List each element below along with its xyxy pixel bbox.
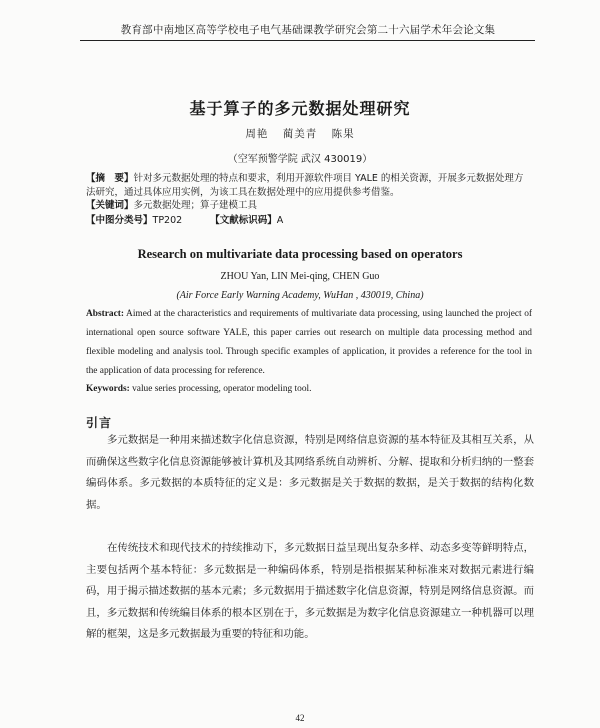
body-paragraph: 在传统技术和现代技术的持续推动下，多元数据日益呈现出复杂多样、动态多变等鲜明特点，主要包括两个基本特征：多元数据是一种编码体系，特别是指根据某种标准来对数据元素进行编码，用于揭示描述数据的基本元素；多元数据用于描述数字化信息资源，特别是网络信息资源。而且，多元数据和传统编目体系的根本区别在于，多元数据是为数字化信息资源建立一种机器可以理解的框架，这是多元数据最为重要的特征和功能。 [86, 542, 534, 640]
header-rule [80, 40, 535, 41]
chinese-affiliation: （空军预警学院 武汉 430019） [227, 154, 373, 165]
english-title: Research on multivariate data processing based on operators [137, 247, 463, 261]
chinese-abstract [86, 172, 526, 200]
document-code-label: 【文献标识码】 [210, 215, 277, 226]
english-abstract-text: Aimed at the characteristics and requirements of multivariate data processing, using launched the project of international open source software YALE, this paper carries out research on multiple data processing method and flexible modeling and analysis tool. Through specific examples of application, it provides a reference for the tool in the application of data processing for reference. [86, 309, 532, 376]
english-keywords-text: value series processing, operator modeling tool. [132, 384, 312, 394]
chinese-title: 基于算子的多元数据处理研究 [189, 99, 411, 118]
english-abstract [86, 305, 532, 381]
chinese-classification [86, 214, 526, 228]
english-affiliation: (Air Force Early Warning Academy, WuHan , 430019, China) [176, 290, 424, 301]
english-keywords-label: Keywords: [86, 384, 130, 394]
english-abstract-label: Abstract: [86, 309, 125, 319]
chinese-authors: 周艳 蔺美青 陈果 [245, 128, 355, 140]
page-number: 42 [295, 713, 305, 723]
english-keywords [86, 380, 532, 399]
chinese-keywords-text: 多元数据处理；算子建模工具 [133, 200, 258, 211]
running-header: 教育部中南地区高等学校电子电气基础课教学研究会第二十六届学术年会论文集 [120, 24, 496, 36]
body-paragraph: 多元数据是一种用来描述数字化信息资源，特别是网络信息资源的基本特征及其相互关系，从而确保这些数字化信息资源能够被计算机及其网络系统自动辨析、分解、提取和分析归纳的一整套编码体系。多元数据的本质特征的定义是：多元数据是关于数据的数据，是关于数据的结构化数据。 [86, 434, 534, 511]
chinese-abstract-label: 【摘 要】 [86, 173, 134, 184]
english-authors: ZHOU Yan, LIN Mei-qing, CHEN Guo [220, 271, 380, 282]
chinese-keywords-label: 【关键词】 [86, 200, 134, 211]
classification-value: TP202 [152, 215, 183, 226]
chinese-abstract-text: 针对多元数据处理的特点和要求，利用开源软件项目 YALE 的相关资源，开展多元数据处理方法研究，通过具体应用实例，为该工具在数据处理中的应用提供参考借鉴。 [86, 173, 524, 198]
document-code-value: A [276, 215, 284, 226]
classification-label: 【中图分类号】 [86, 215, 153, 226]
section-heading-introduction: 引言 [86, 416, 113, 430]
chinese-keywords [86, 199, 526, 213]
